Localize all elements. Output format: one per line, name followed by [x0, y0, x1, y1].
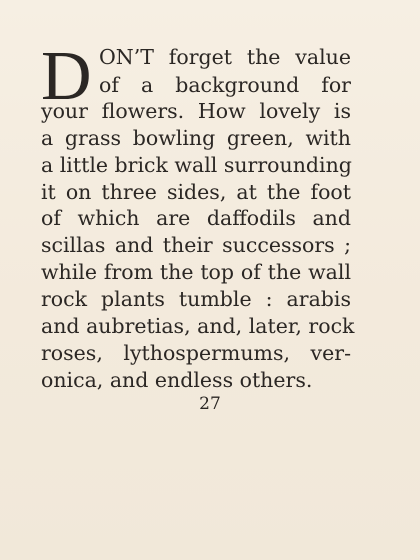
- text-line-8: scillas and their successors ;: [41, 233, 351, 257]
- text-line-13: onica, and endless others.: [41, 368, 313, 392]
- text-line-11: and aubretias, and, later, rock: [41, 314, 355, 338]
- text-line-5: a little brick wall surrounding: [41, 153, 352, 177]
- text-line-10: rock plants tumble : arabis: [41, 287, 351, 311]
- page-number: 27: [199, 394, 221, 414]
- text-line-3: your flowers. How lovely is: [41, 99, 351, 123]
- text-line-6: it on three sides, at the foot: [41, 180, 351, 204]
- text-line-7: of which are daffodils and: [41, 206, 351, 230]
- text-line-2: of a background for: [99, 73, 351, 97]
- text-line-9: while from the top of the wall: [41, 260, 351, 284]
- drop-cap: D: [41, 38, 91, 115]
- text-line-12: roses, lythospermums, ver-: [41, 341, 351, 365]
- text-line-4: a grass bowling green, with: [41, 126, 351, 150]
- text-line-1: ON’T forget the value: [99, 45, 351, 69]
